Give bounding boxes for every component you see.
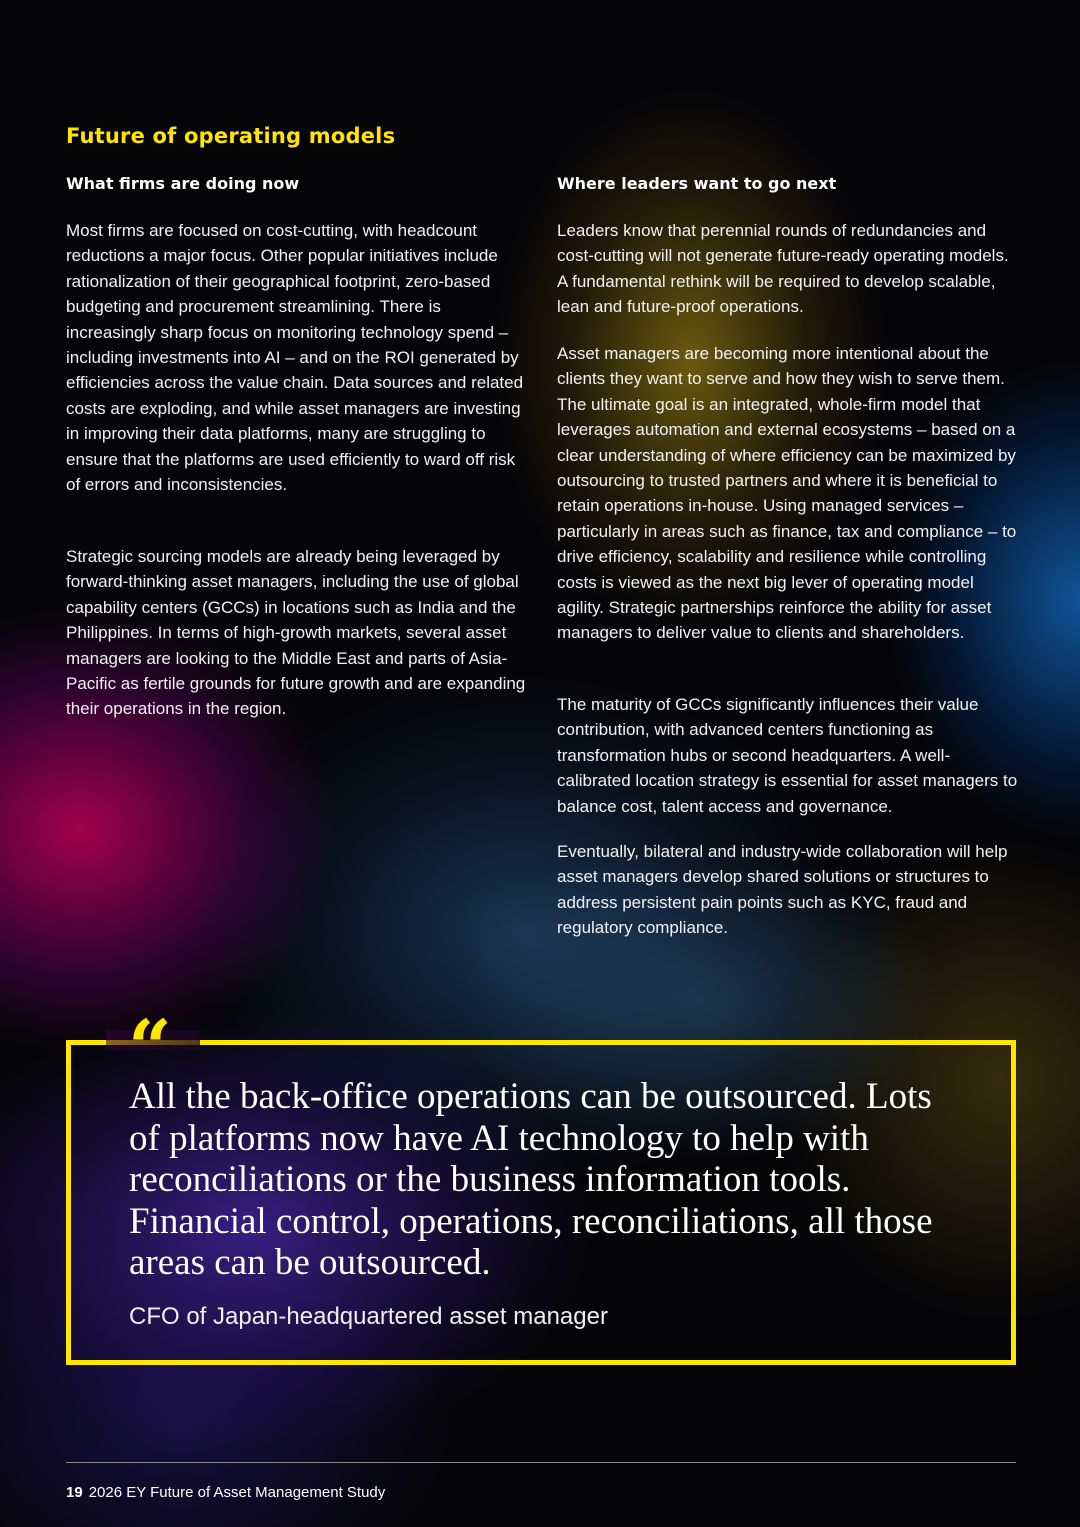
right-paragraph-4: Eventually, bilateral and industry-wide collaboration will help asset managers develop shared solutions or structures to address persistent pain points such as KYC, fraud and regulatory compliance.: [557, 842, 1008, 938]
publication-title: 2026 EY Future of Asset Management Study: [88, 1484, 386, 1501]
footer: [66, 1484, 385, 1501]
quote-text: All the back-office operations can be outsourced. Lots of platforms now have AI technology to help with reconciliations or the business information tools. Financial control, operations, reconciliations, all those areas can be outsourced.: [129, 1076, 933, 1283]
right-paragraph-3: The maturity of GCCs significantly influences their value contribution, with advanced centers functioning as transformation hubs or second headquarters. A well-calibrated location strategy is essential for asset managers to balance cost, talent access and governance.: [557, 695, 1018, 816]
quote-mark-icon: “: [128, 1003, 172, 1092]
right-paragraph-2: Asset managers are becoming more intentional about the clients they want to serve and how they wish to serve them. The ultimate goal is an integrated, whole-firm model that leverages automation and external ecosystems – based on a clear understanding of where efficiency can be maximized by outsourcing to trusted partners and where it is beneficial to retain operations in-house. Using managed services – particularly in areas such as finance, tax and compliance – to drive efficiency, scalability and resilience while controlling costs is viewed as the next big lever of operating model agility. Strategic partnerships reinforce the ability for asset managers to deliver value to clients and shareholders.: [557, 344, 1017, 643]
left-column-heading: What firms are doing now: [66, 174, 300, 193]
left-paragraph-2: Strategic sourcing models are already being leveraged by forward-thinking asset managers, including the use of global capability centers (GCCs) in locations such as India and the Philippines. In terms of high-growth markets, several asset managers are looking to the Middle East and parts of Asia-Pacific as fertile grounds for future growth and are expanding their operations in the region.: [66, 547, 526, 719]
page-number: 19: [66, 1484, 83, 1501]
right-column-heading: Where leaders want to go next: [557, 174, 837, 193]
left-paragraph-1: Most firms are focused on cost-cutting, with headcount reductions a major focus. Other popular initiatives include rationalization of their geographical footprint, zero-based budgeting and procurement streamlining. There is increasingly sharp focus on monitoring technology spend – including investments into AI – and on the ROI generated by efficiencies across the value chain. Data sources and related costs are exploding, and while asset managers are investing in improving their data platforms, many are struggling to ensure that the platforms are used efficiently to ward off risk of errors and inconsistencies.: [66, 221, 524, 495]
footer-divider: [66, 1462, 1016, 1463]
section-title: Future of operating models: [66, 124, 396, 148]
right-paragraph-1: Leaders know that perennial rounds of redundancies and cost-cutting will not generate future-ready operating models. A fundamental rethink will be required to develop scalable, lean and future-proof operations.: [557, 221, 1009, 317]
quote-attribution: CFO of Japan-headquartered asset manager: [129, 1303, 608, 1330]
